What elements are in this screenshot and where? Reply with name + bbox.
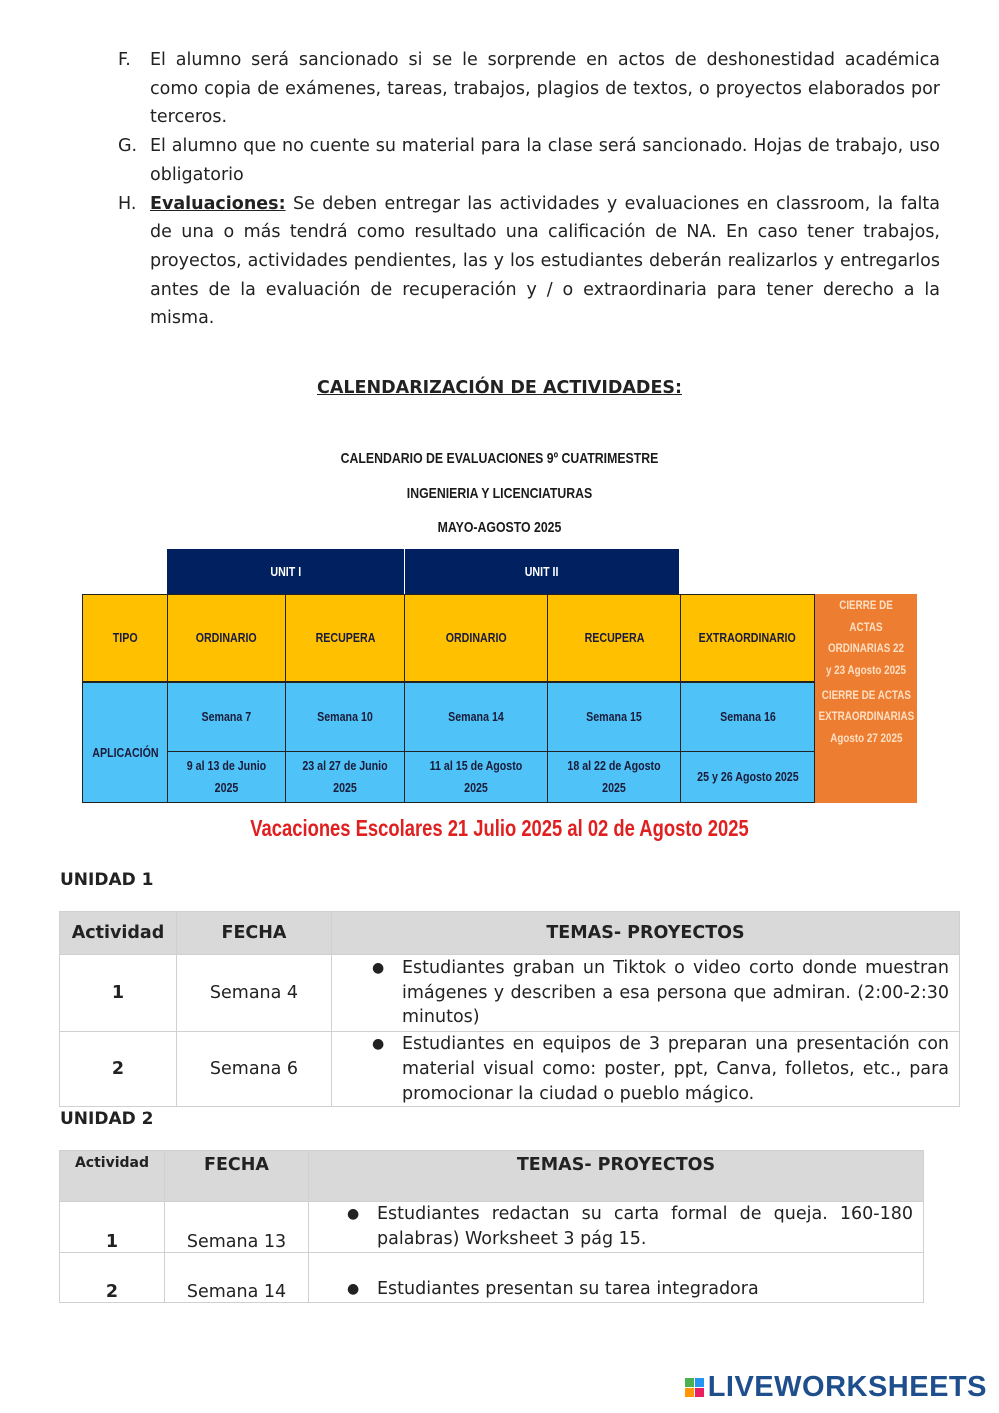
unidad2-label: UNIDAD 2: [60, 1109, 154, 1129]
col-header: FECHA: [165, 1151, 309, 1202]
row-date: Semana 14: [165, 1252, 309, 1302]
rule-bold-term: Evaluaciones:: [150, 193, 286, 214]
semana-cell: Semana 7: [167, 682, 286, 752]
unidad1-table: [59, 911, 960, 1107]
rule-text: El alumno que no cuente su material para la clase será sancionado. Hojas de trabajo, uso obligatorio: [150, 136, 940, 185]
rule-text: [150, 190, 940, 334]
col-header: TEMAS- PROYECTOS: [332, 912, 960, 955]
rules-list: [118, 46, 940, 333]
cierre-ordinarias: CIERRE DE ACTAS ORDINARIAS 22 y 23 Agosto 2025: [815, 594, 917, 682]
cierre-extraordinarias: CIERRE DE ACTAS EXTRAORDINARIAS Agosto 27 2025: [815, 682, 917, 752]
logo-squares-icon: [685, 1378, 704, 1397]
rule-letter: G.: [118, 136, 138, 157]
orange-filler: [815, 751, 917, 803]
unit1-header: UNIT I: [167, 549, 405, 594]
tipo-label: TIPO: [82, 594, 168, 682]
table-row: [60, 1202, 924, 1253]
date-cell: 11 al 15 de Agosto 2025: [404, 751, 548, 803]
rule-letter: F.: [118, 50, 131, 70]
vacaciones-banner: Vacaciones Escolares 21 Julio 2025 al 02 de Agosto 2025: [250, 815, 749, 841]
col-header: TEMAS- PROYECTOS: [309, 1151, 924, 1202]
col-header: FECHA: [177, 912, 332, 955]
row-topic: ● Estudiantes redactan su carta formal de queja. 160-180 palabras) Worksheet 3 pág 15.: [309, 1202, 924, 1253]
calendar-subtitle: INGENIERIA Y LICENCIATURAS: [406, 485, 593, 502]
table-row: [60, 1252, 924, 1302]
row-number: 1: [60, 1202, 165, 1253]
unidad2-table: [59, 1150, 924, 1303]
row-number: 2: [60, 1032, 177, 1107]
row-number: 1: [60, 955, 177, 1032]
rule-body: Se deben entregar las actividades y evaluaciones en classroom, la falta de una o más tendrá como resultado una calificación de NA. En caso tener trabajos, proyectos, actividades pendientes, las y los estudiantes deberán realizarlos y entregarlos antes de la evaluación de recuperación y / o extraordinaria para tener derecho a la misma.: [150, 193, 940, 329]
rule-item: [118, 46, 940, 132]
tipo-recupera-2: RECUPERA: [547, 594, 681, 682]
calendar-period: MAYO-AGOSTO 2025: [437, 519, 562, 536]
row-topic: ● Estudiantes en equipos de 3 preparan una presentación con material visual como: poster, ppt, Canva, folletos, etc., para promocionar la ciudad o pueblo mágico.: [332, 1032, 960, 1107]
row-date: Semana 6: [177, 1032, 332, 1107]
row-date: Semana 13: [165, 1202, 309, 1253]
liveworksheets-logo: [685, 1371, 987, 1404]
rule-item: [118, 132, 940, 189]
semana-cell: Semana 14: [404, 682, 548, 752]
col-header: Actividad: [60, 1151, 165, 1202]
unit2-header: UNIT II: [405, 549, 680, 594]
row-date: Semana 4: [177, 955, 332, 1032]
date-cell: 23 al 27 de Junio 2025: [285, 751, 405, 803]
tipo-ordinario-2: ORDINARIO: [404, 594, 548, 682]
table-row: [60, 955, 960, 1032]
tipo-recupera-1: RECUPERA: [285, 594, 405, 682]
unidad1-label: UNIDAD 1: [60, 870, 154, 890]
logo-text: LIVEWORKSHEETS: [707, 1371, 987, 1403]
table-row: [60, 1032, 960, 1107]
calendar-title: CALENDARIO DE EVALUACIONES 9º CUATRIMESTRE: [340, 450, 659, 467]
row-topic: ● Estudiantes presentan su tarea integradora: [309, 1252, 924, 1302]
rule-text: El alumno será sancionado si se le sorprende en actos de deshonestidad académica como copia de exámenes, tareas, trabajos, plagios de textos, o proyectos elaborados por terceros.: [150, 50, 940, 128]
rule-letter: H.: [118, 193, 137, 214]
col-header: Actividad: [60, 912, 177, 955]
tipo-ordinario-1: ORDINARIO: [167, 594, 286, 682]
semana-cell: Semana 10: [285, 682, 405, 752]
tipo-extraordinario: EXTRAORDINARIO: [680, 594, 815, 682]
date-cell: 18 al 22 de Agosto 2025: [547, 751, 681, 803]
section-title: CALENDARIZACIÓN DE ACTIVIDADES:: [316, 378, 682, 398]
aplicacion-label: APLICACIÓN: [82, 682, 168, 803]
date-cell: 25 y 26 Agosto 2025: [680, 751, 815, 803]
semana-cell: Semana 16: [680, 682, 815, 752]
date-cell: 9 al 13 de Junio 2025: [167, 751, 286, 803]
row-number: 2: [60, 1252, 165, 1302]
semana-cell: Semana 15: [547, 682, 681, 752]
row-topic: ● Estudiantes graban un Tiktok o video corto donde muestran imágenes y describen a esa persona que admiran. (2:00-2:30 minutos): [332, 955, 960, 1032]
rule-item: [118, 190, 940, 334]
